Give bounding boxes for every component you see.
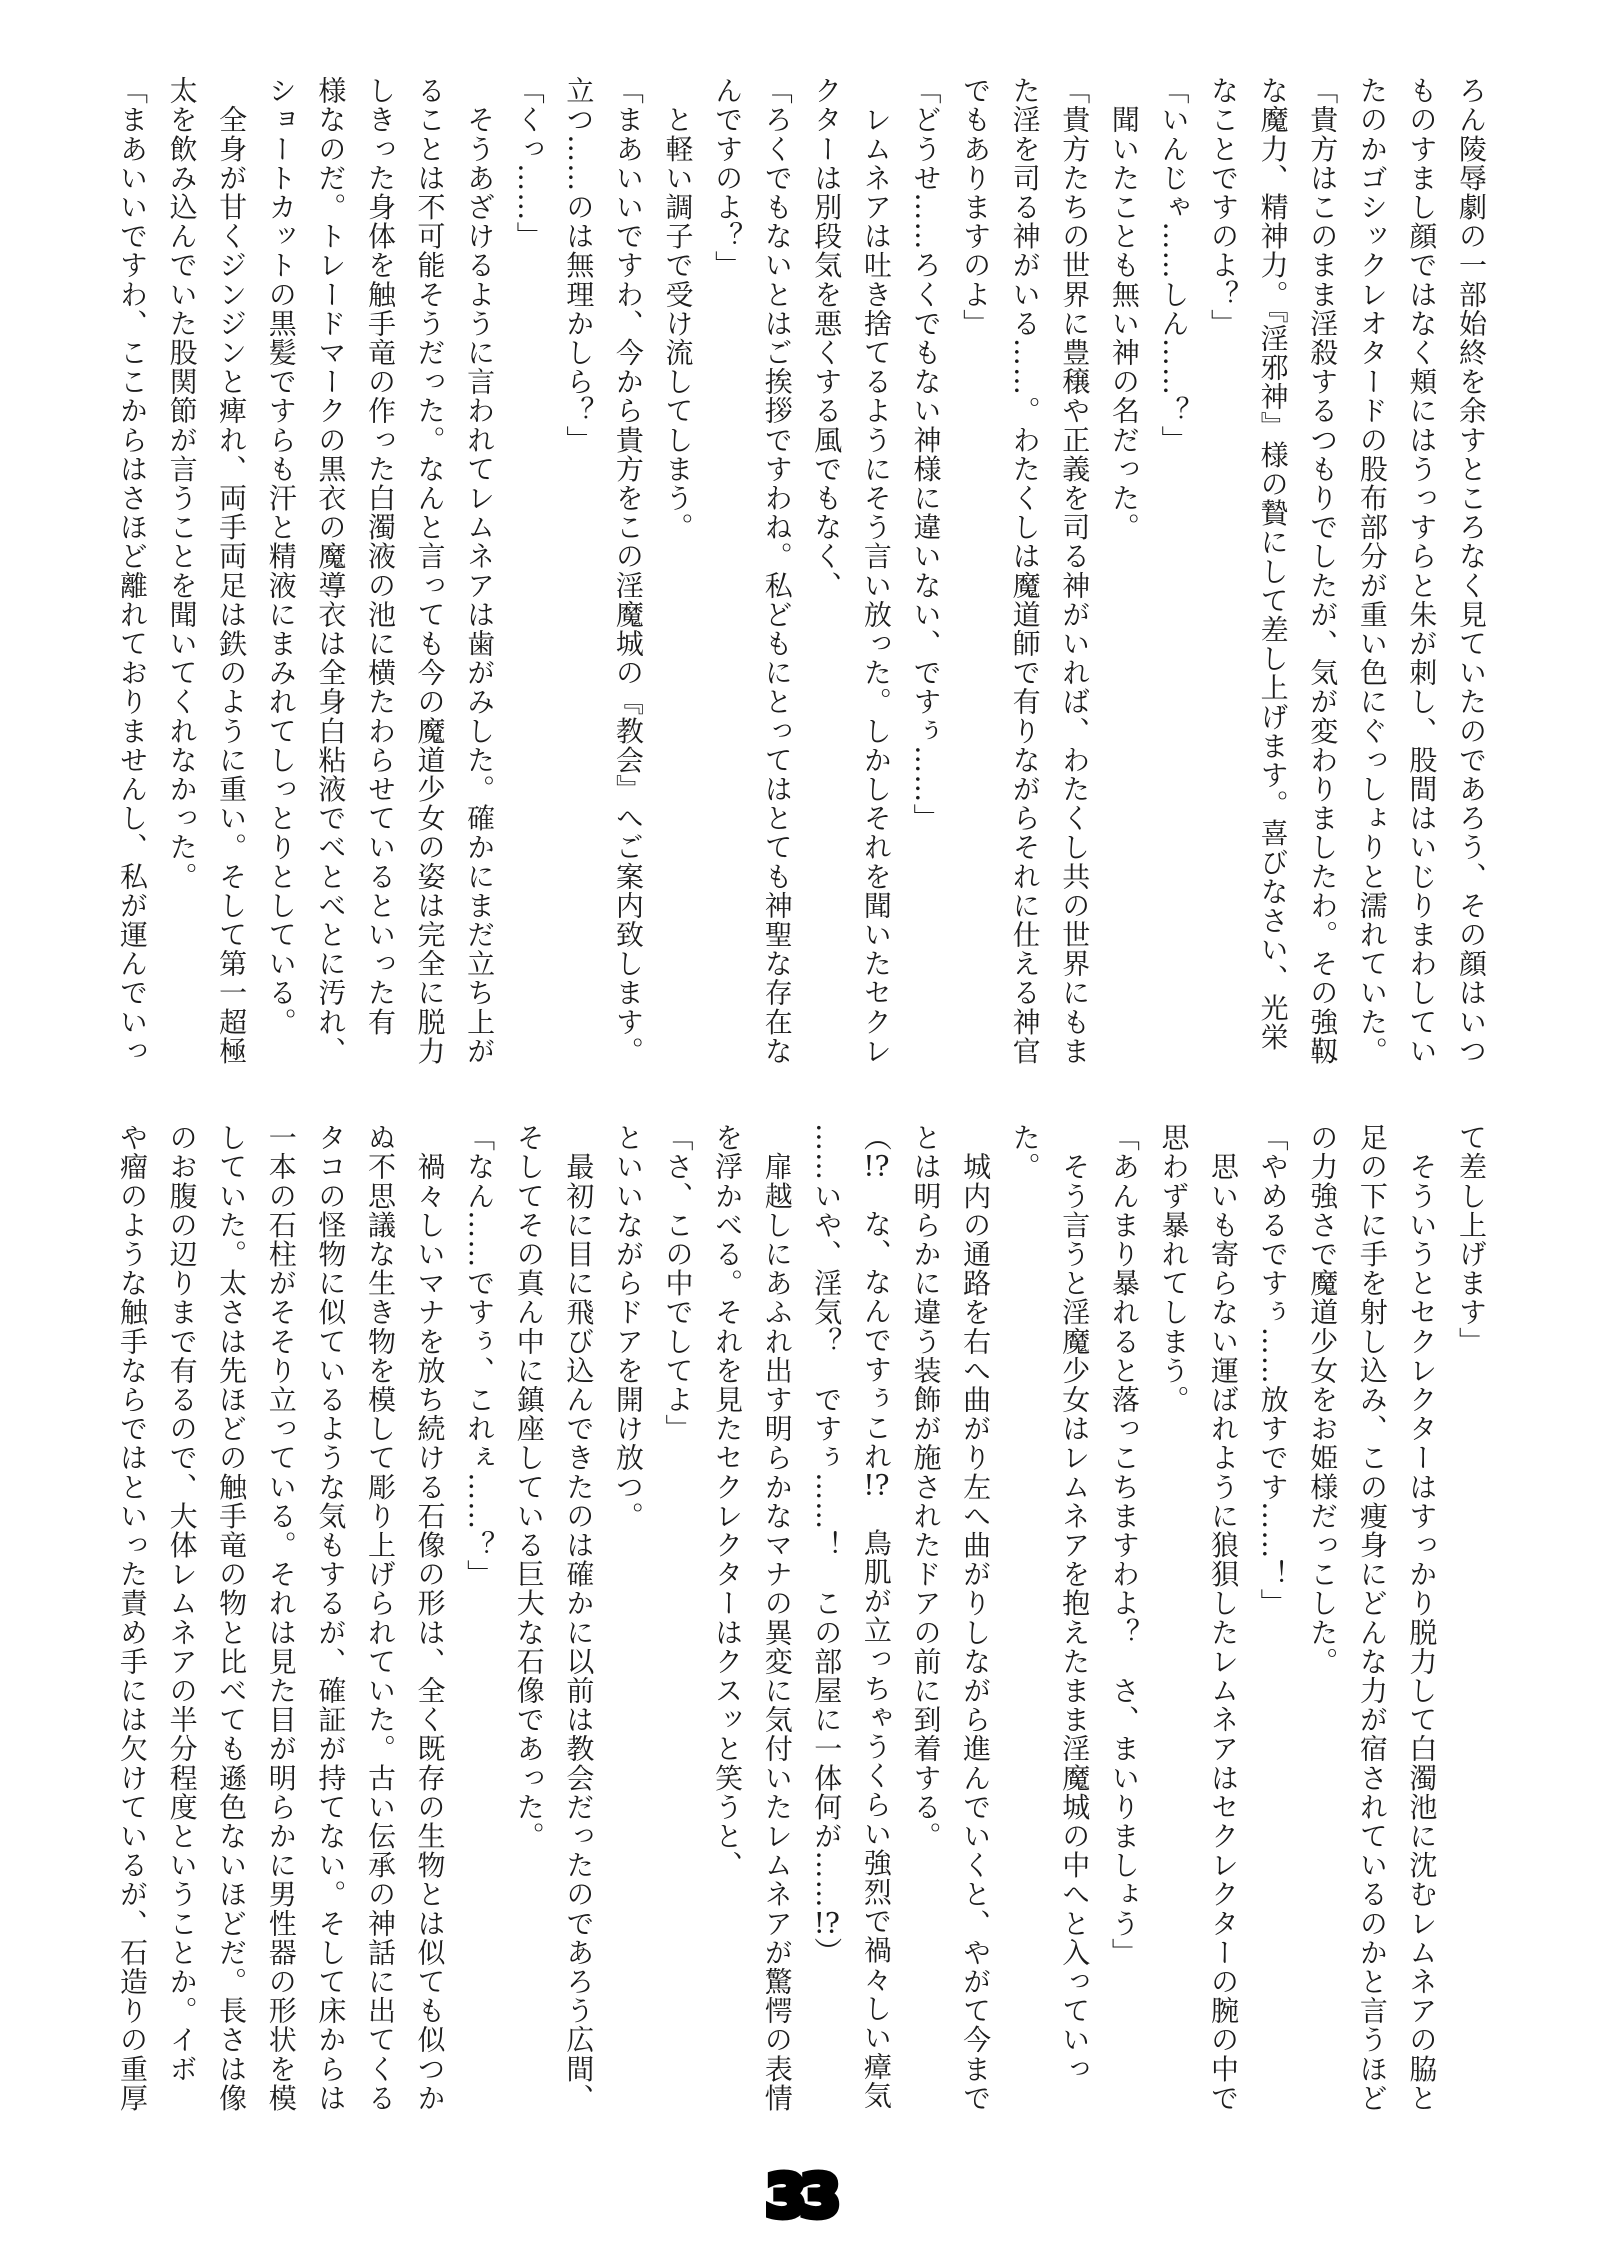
text-line: 立つ……のは無理かしら？」 (562, 76, 596, 455)
text-line: でもありますのよ」 (959, 76, 993, 338)
text-line: て差し上げます」 (1455, 1123, 1488, 1356)
text-line: しきった身体を触手竜の作った白濁液の池に横たわらせているといった有 (363, 76, 397, 1037)
text-line: 全身が甘くジンジンと痺れ、両手両足は鉄のように重い。そして第一超極 (215, 76, 249, 1066)
text-line: タコの怪物に似ているような気もするが、確証が持てない。そして床からは (314, 1123, 348, 2113)
text-line: していた。太さは先ほどの触手竜の物と比べても遜色ないほどだ。長さは像 (215, 1123, 249, 2113)
text-line: 「まあいいですわ、今から貴方をこの淫魔城の『教会』へご案内致します。 (611, 76, 645, 1066)
text-line: たのかゴシックレオタードの股布部分が重い色にぐっしょりと濡れていた。 (1355, 76, 1389, 1066)
text-line: 一本の石柱がそそり立っている。それは見た目が明らかに男性器の形状を模 (264, 1123, 298, 2113)
text-line: 扉越しにあふれ出す明らかなマナの異変に気付いたレムネアが驚愕の表情 (760, 1123, 794, 2113)
text-line: そう言うと淫魔少女はレムネアを抱えたまま淫魔城の中へと入っていっ (1058, 1123, 1092, 2084)
text-line: と軽い調子で受け流してしまう。 (661, 76, 695, 542)
text-line: 「あんまり暴れると落っこちますわよ？ さ、まいりましょう」 (1107, 1123, 1141, 1967)
text-line: を浮かべる。それを見たセクレクターはクスッと笑うと、 (711, 1123, 745, 1880)
text-line: といいながらドアを開け放つ。 (611, 1123, 645, 1531)
text-line: 「ろくでもないとはご挨拶ですわね。私どもにとってはとても神聖な存在な (760, 76, 794, 1066)
tatechuyoko-exclamation-question: !? (863, 1152, 890, 1181)
vertical-text-block-bottom (107, 1123, 1496, 2115)
page-number: 33 (765, 2162, 835, 2230)
text-line: 「いんじゃ……しん……？」 (1157, 76, 1191, 455)
text-line: 「まあいいですわ、ここからはさほど離れておりませんし、私が運んでいっ (115, 76, 149, 1066)
text-line: た。 (1008, 1123, 1042, 1182)
text-line: ることは不可能そうだった。なんと言っても今の魔道少女の姿は完全に脱力 (413, 76, 447, 1066)
text-line: とは明らかに違う装飾が施されたドアの前に到着する。 (909, 1123, 943, 1851)
text-line: ショートカットの黒髪ですらも汗と精液にまみれてしっとりとしている。 (264, 76, 298, 1037)
text-line: 思いも寄らない運ばれように狼狽したレムネアはセクレクターの腕の中で (1207, 1123, 1241, 2113)
text-line: 「やめるですぅ……放すです……！」 (1256, 1123, 1290, 1618)
text-line: ……いや、淫気？ ですぅ……！ この部屋に一体何が……!?） (810, 1123, 844, 1966)
text-line: ぬ不思議な生き物を模して彫り上げられていた。古い伝承の神話に出てくる (363, 1123, 397, 2113)
text-line: そうあざけるように言われてレムネアは歯がみした。確かにまだ立ち上が (463, 76, 497, 1066)
text-line: の力強さで魔道少女をお姫様だっこした。 (1306, 1123, 1340, 1676)
text-line: 「貴方たちの世界に豊穣や正義を司る神がいれば、わたくし共の世界にもま (1058, 76, 1092, 1066)
text-line: のお腹の辺りまで有るので、大体レムネアの半分程度ということか。イボ (165, 1123, 199, 2084)
text-line: 足の下に手を射し込み、この痩身にどんな力が宿されているのかと言うほど (1355, 1123, 1389, 2113)
tatechuyoko-exclamation-question: !? (863, 1471, 890, 1500)
text-line: や瘤のような触手ならではといった責め手には欠けているが、石造りの重厚 (115, 1123, 149, 2113)
tatechuyoko-exclamation-question: !? (813, 1908, 840, 1937)
text-line: 禍々しいマナを放ち続ける石像の形は、全く既存の生物とは似ても似つか (413, 1123, 447, 2113)
text-line: （!? な、なんですぅこれ!? 鳥肌が立っちゃうくらい強烈で禍々しい瘴気 (859, 1123, 893, 2111)
text-line: 太を飲み込んでいた股関節が言うことを聞いてくれなかった。 (165, 76, 199, 891)
text-line: 思わず暴れてしまう。 (1157, 1123, 1191, 1414)
text-line: そういうとセクレクターはすっかり脱力して白濁池に沈むレムネアの脇と (1405, 1123, 1439, 2113)
text-line: なことですのよ？」 (1207, 76, 1241, 338)
text-line: クターは別段気を悪くする風でもなく、 (810, 76, 844, 600)
text-line: そしてその真ん中に鎮座している巨大な石像であった。 (512, 1123, 546, 1851)
text-line: た淫を司る神がいる……。わたくしは魔道師で有りながらそれに仕える神官 (1008, 76, 1042, 1066)
text-line: ろん陵辱劇の一部始終を余すところなく見ていたのであろう、その顔はいつ (1455, 76, 1488, 1066)
text-line: 「貴方はこのまま淫殺するつもりでしたが、気が変わりましたわ。その強靱 (1306, 76, 1340, 1066)
text-line: 城内の通路を右へ曲がり左へ曲がりしながら進んでいくと、やがて今まで (959, 1123, 993, 2113)
text-line: ものすまし顔ではなく頬にはうっすらと朱が刺し、股間はいじりまわしてい (1405, 76, 1439, 1066)
text-line: レムネアは吐き捨てるようにそう言い放った。しかしそれを聞いたセクレ (859, 76, 893, 1066)
text-line: 様なのだ。トレードマークの黒衣の魔導衣は全身白粘液でべとべとに汚れ、 (314, 76, 348, 1066)
text-line: 聞いたことも無い神の名だった。 (1107, 76, 1141, 542)
text-line: な魔力、精神力。『淫邪神』様の贄にして差し上げます。喜びなさい、光栄 (1256, 76, 1290, 1052)
text-line: 「くっ……」 (512, 76, 546, 251)
text-line: んですのよ？」 (711, 76, 745, 280)
vertical-text-block-top (107, 76, 1496, 1068)
text-line: 「なん……ですぅ、これぇ……？」 (463, 1123, 497, 1589)
text-line: 最初に目に飛び込んできたのは確かに以前は教会だったのであろう広間、 (562, 1123, 596, 2113)
text-line: 「さ、この中でしてよ」 (661, 1123, 695, 1444)
text-line: 「どうせ……ろくでもない神様に違いない、ですぅ……」 (909, 76, 943, 833)
